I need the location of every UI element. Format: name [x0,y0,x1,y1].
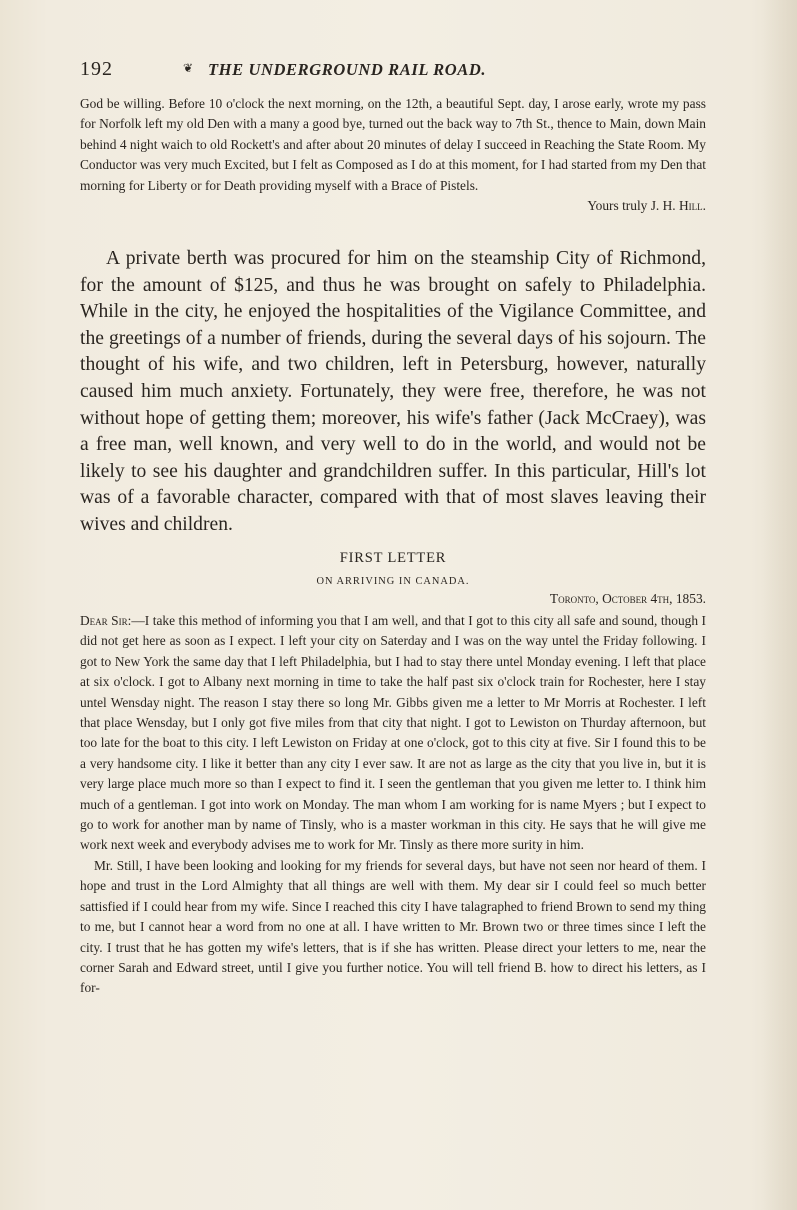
salutation: Dear Sir [80,613,128,628]
letter-two [80,611,706,999]
letter-one-body: God be willing. Before 10 o'clock the next morning, on the 12th, a beautiful Sept. day, I arose early, wrote my pass for Norfolk left my old Den with a many a good bye, turned out the back way to 7th St., thence to Main, down Main behind 4 night waich to old Rockett's and after about 20 minutes of delay I succeed in Reaching the State Room. My Conductor was very much Excited, but I felt as Composed as I do at this moment, for I had started from my Den that morning for Liberty or for Death providing myself with a Brace of Pistels. [80,96,706,193]
page-edge-shading [763,0,797,1210]
signature-line [80,196,706,216]
dateline: Toronto, October 4th, 1853. [549,591,706,606]
page-header [80,58,720,84]
letter-one [80,94,706,216]
narrative-paragraph [80,246,706,539]
running-head: THE UNDERGROUND RAIL ROAD. [208,60,487,79]
signature-name: Hill. [678,198,706,214]
letter-two-paragraph-two: Mr. Still, I have been looking and looking for my friends for several days, but have not seen nor heard of them. I hope and trust in the Lord Almighty that all things are well with them. My dear sir I could feel so much better sattisfied if I could hear from my wife. Since I reached this city I have talagraphed to friend Brown to send my thing to me, but I cannot hear a word from no one at all. I have written to Mr. Brown two or three times since I left the city. I trust that he has gotten my wife's letters, that is if she has written. Please direct your letters to me, near the corner Sarah and Edward street, until I give you further notice. You will tell friend B. how to direct his letters, as I for- [80,857,706,996]
signature [587,196,706,216]
letter-two-paragraph-one [80,611,706,856]
paragraph-one-text: :—I take this method of informing you that I am well, and that I got to this city all safe and sound, though I did not get here as soon as I expect. I left your city on Saterday and I was on the way untel the Friday following. I got to New York the same day that I left Philadelphia, but I had to stay there untel Monday evening. I left that place at six o'clock. I got to Albany next morning in time to take the half past six o'clock train for Rochester, here I stay untel Wensday night. The reason I stay there so long Mr. Gibbs given me a letter to Mr Morris at Rochester. I left that place Wensday, but I only got five miles from that city that night. I got to Lewiston on Thurday afternoon, but too late for the boat to this city. I left Lewiston on Friday at one o'clock, got to this city at five. Sir I found this to be a very handsome city. I like it better than any city I ever saw. It are not as large as the city that you live in, but it is very large place much more so than I expect to find it. I seen the gentleman that you given me letter to. I think him much of a gentleman. I got into work on Monday. The man whom I am working for is name Myers ; but I expect to go to work for another man by name of Tinsly, who is a master workman in this city. He says that he will give me work next week and everybody advises me to work for Mr. Tinsly as there more surity in him. [80,613,707,853]
narrative-text: A private berth was procured for him on the steamship City of Richmond, for the amount of $125, and thus he was brought on safely to Philadelphia. While in the city, he enjoyed the hospitalities of the Vigilance Committee, and the greetings of a number of friends, during the several days of his sojourn. The thought of his wife, and two children, left in Petersburg, however, naturally caused him much anxiety. Fortunately, they were free, therefore, he was not without hope of getting them; moreover, his wife's father (Jack McCraey), was a free man, well known, and very well to do in the world, and would not be likely to see his daughter and grandchildren suffer. In this particular, Hill's lot was of a favorable character, compared with that of most slaves leaving their wives and children. [80,248,706,535]
signature-prefix: Yours truly J. H. [587,198,679,214]
letter-subheading: ON ARRIVING IN CANADA. [316,576,470,587]
page-number: 192 [80,58,113,80]
fleuron-icon: ❦ [183,61,194,75]
letter-heading: FIRST LETTER [339,550,447,566]
